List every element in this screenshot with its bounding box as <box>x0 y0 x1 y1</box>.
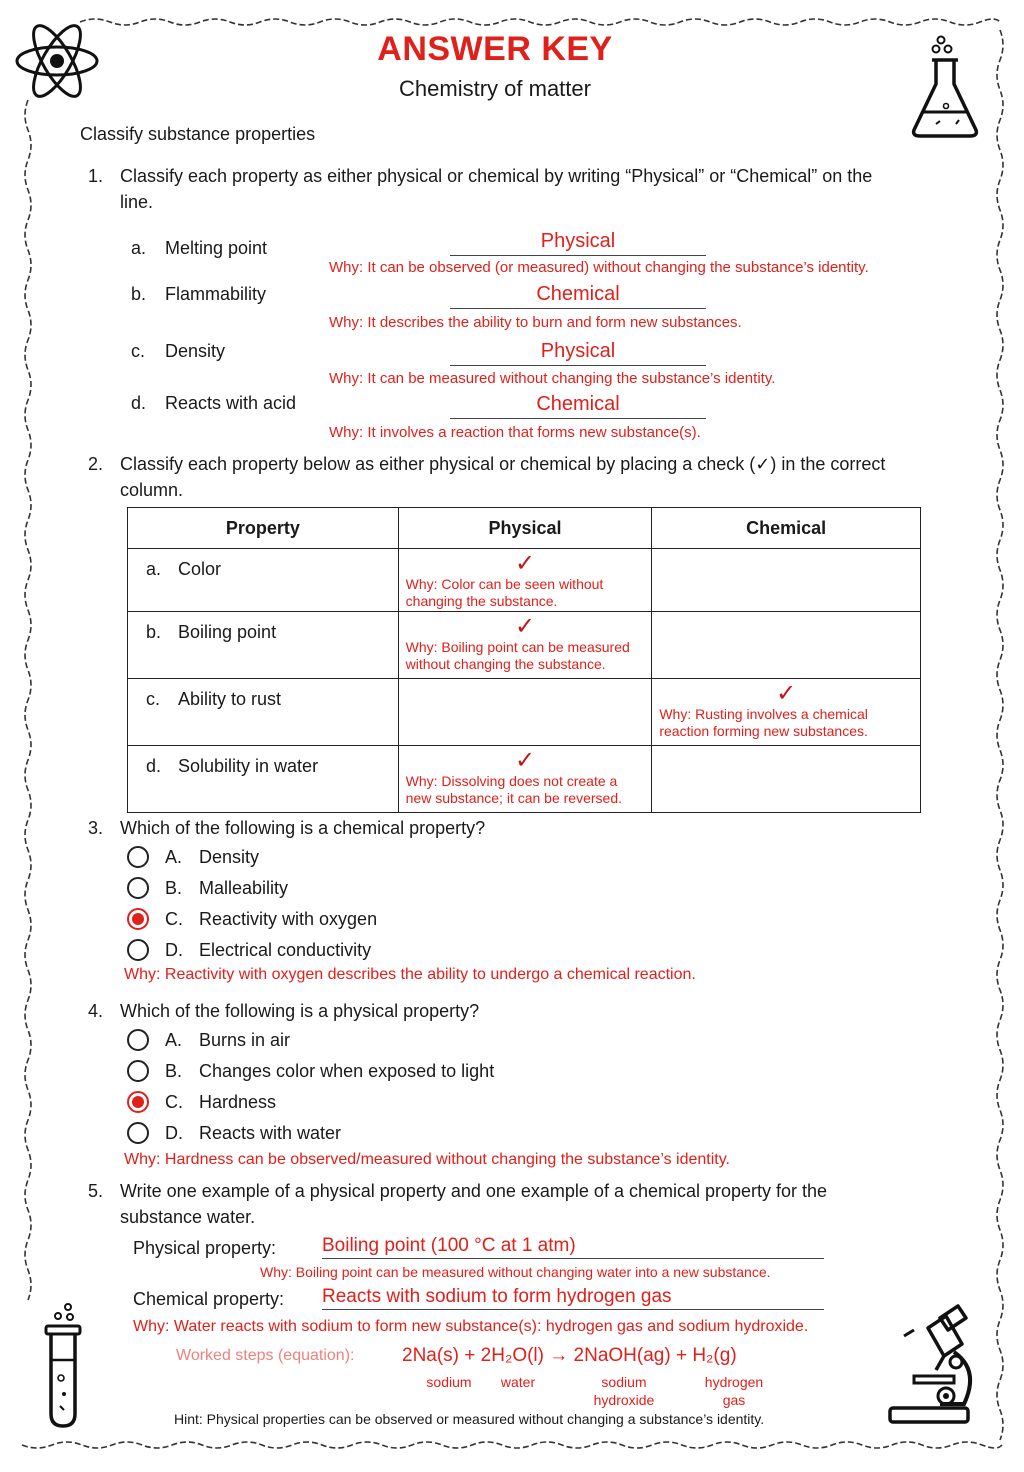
page-subtitle: Chemistry of matter <box>399 76 591 101</box>
question-text: Which of the following is a chemical property? <box>120 818 486 838</box>
chemical-equation: 2Na(s) + 2H₂O(l) → 2NaOH(ag) + H₂(g) <box>402 1345 737 1366</box>
check-mark-icon: ✓ <box>514 550 536 577</box>
header-physical: Physical <box>398 508 652 549</box>
question-number: 4. <box>88 1001 104 1021</box>
answer-line[interactable]: Physical <box>450 340 706 366</box>
radio-button[interactable] <box>127 1122 149 1144</box>
radio-button[interactable] <box>127 939 149 961</box>
why-text: Why: Boiling point can be measured without changing water into a new substance. <box>260 1264 771 1280</box>
option-label: Changes color when exposed to light <box>199 1061 495 1081</box>
question-number: 5. <box>88 1181 104 1201</box>
question-number: 3. <box>88 818 104 838</box>
worked-steps-label: Worked steps (equation): <box>176 1347 355 1364</box>
row-label: Color <box>178 559 222 579</box>
option-label: Density <box>199 847 260 867</box>
table-row <box>128 746 921 813</box>
radio-button[interactable] <box>127 1060 149 1082</box>
option-letter: C. <box>165 1092 183 1112</box>
item-letter: c. <box>131 341 146 361</box>
answer-line[interactable]: Chemical <box>450 283 706 309</box>
chemical-cell[interactable] <box>652 746 921 813</box>
check-mark-icon: ✓ <box>514 747 536 774</box>
radio-button[interactable] <box>127 877 149 899</box>
why-text: Why: It describes the ability to burn and form new substances. <box>329 314 742 331</box>
option-letter: C. <box>165 909 183 929</box>
row-letter: c. <box>146 689 161 709</box>
item-label: Reacts with acid <box>165 393 297 413</box>
row-label: Solubility in water <box>178 756 319 776</box>
item-letter: d. <box>131 393 147 413</box>
chemical-cell[interactable] <box>652 612 921 679</box>
test-tube-icon <box>42 1302 88 1432</box>
why-text: Why: Rusting involves a chemical reaction forming new substances. <box>659 706 868 739</box>
option-label: Hardness <box>199 1092 277 1112</box>
chemical-cell[interactable] <box>652 679 921 746</box>
question-text: Classify each property below as either physical or chemical by placing a check (✓) in the correct column. <box>120 454 886 500</box>
physical-property-answer[interactable]: Boiling point (100 °C at 1 atm) <box>322 1235 824 1259</box>
option-letter: B. <box>165 1061 183 1081</box>
answer-line[interactable]: Physical <box>450 230 706 256</box>
row-label: Ability to rust <box>178 689 282 709</box>
check-mark-icon: ✓ <box>776 680 797 707</box>
item-label: Melting point <box>165 238 268 258</box>
header-chemical: Chemical <box>652 508 921 549</box>
row-letter: d. <box>146 756 162 776</box>
why-text: Why: It involves a reaction that forms new substance(s). <box>329 424 701 441</box>
hint-text: Hint: Physical properties can be observed or measured without changing a substance’s identity. <box>174 1411 765 1427</box>
radio-button[interactable] <box>127 1029 149 1051</box>
item-label: Flammability <box>165 284 267 304</box>
physical-property-label: Physical property: <box>133 1238 277 1258</box>
eq-label-sodium-hydroxide: sodium hydroxide <box>593 1374 655 1408</box>
question-5 <box>88 1178 918 1230</box>
chemical-property-answer[interactable]: Reacts with sodium to form hydrogen gas <box>322 1286 824 1310</box>
why-text: Why: Water reacts with sodium to form new substance(s): hydrogen gas and sodium hydroxide. <box>133 1318 809 1335</box>
physical-cell[interactable] <box>398 746 652 813</box>
option-letter: A. <box>165 847 183 867</box>
option-label: Burns in air <box>199 1030 291 1050</box>
why-text: Why: It can be observed (or measured) without changing the substance’s identity. <box>329 259 869 276</box>
check-mark-icon: ✓ <box>514 613 536 640</box>
table-row <box>128 679 921 746</box>
physical-cell[interactable] <box>398 679 652 746</box>
option-label: Malleability <box>199 878 289 898</box>
eq-label-sodium: sodium <box>426 1374 472 1390</box>
option-letter: D. <box>165 940 183 960</box>
why-text: Why: It can be measured without changing the substance’s identity. <box>329 370 776 387</box>
radio-button-selected[interactable] <box>127 908 149 930</box>
option-letter: B. <box>165 878 183 898</box>
question-number: 1. <box>88 166 104 186</box>
table-row <box>128 612 921 679</box>
why-text: Why: Reactivity with oxygen describes the ability to undergo a chemical reaction. <box>124 966 696 983</box>
item-letter: a. <box>131 238 147 258</box>
option-label: Electrical conductivity <box>199 940 372 960</box>
row-label: Boiling point <box>178 622 277 642</box>
why-text: Why: Boiling point can be measured without changing the substance. <box>405 639 630 672</box>
row-letter: b. <box>146 622 162 642</box>
eq-label-hydrogen-gas: hydrogen gas <box>704 1374 764 1408</box>
page-title: ANSWER KEY <box>377 30 613 68</box>
option-letter: D. <box>165 1123 183 1143</box>
eq-label-water: water <box>500 1374 536 1390</box>
chemical-cell[interactable] <box>652 549 921 612</box>
item-letter: b. <box>131 284 147 304</box>
question-4 <box>88 998 918 1026</box>
option-letter: A. <box>165 1030 183 1050</box>
chemical-property-label: Chemical property: <box>133 1289 285 1309</box>
why-text: Why: Dissolving does not create a new substance; it can be reversed. <box>405 773 622 806</box>
table-row <box>128 549 921 612</box>
physical-cell[interactable] <box>398 549 652 612</box>
question-text: Classify each property as either physical or chemical by writing “Physical” or “Chemical” on the line. <box>120 166 873 212</box>
physical-cell[interactable] <box>398 612 652 679</box>
option-label: Reactivity with oxygen <box>199 909 378 929</box>
answer-line[interactable]: Chemical <box>450 393 706 419</box>
header-property: Property <box>128 508 399 549</box>
row-letter: a. <box>146 559 162 579</box>
radio-button-selected[interactable] <box>127 1091 149 1113</box>
section-title: Classify substance properties <box>80 124 316 144</box>
radio-button[interactable] <box>127 846 149 868</box>
question-2 <box>88 451 918 507</box>
why-text: Why: Hardness can be observed/measured without changing the substance’s identity. <box>124 1151 730 1168</box>
question-text: Write one example of a physical property and one example of a chemical property for the substance water. <box>120 1181 828 1227</box>
option-label: Reacts with water <box>199 1123 342 1143</box>
item-label: Density <box>165 341 226 361</box>
why-text: Why: Color can be seen without changing the substance. <box>405 576 604 609</box>
microscope-icon <box>884 1300 984 1428</box>
question-3 <box>88 815 918 843</box>
question-text: Which of the following is a physical property? <box>120 1001 480 1021</box>
property-table <box>127 507 921 813</box>
question-number: 2. <box>88 454 104 474</box>
question-1 <box>88 163 918 219</box>
